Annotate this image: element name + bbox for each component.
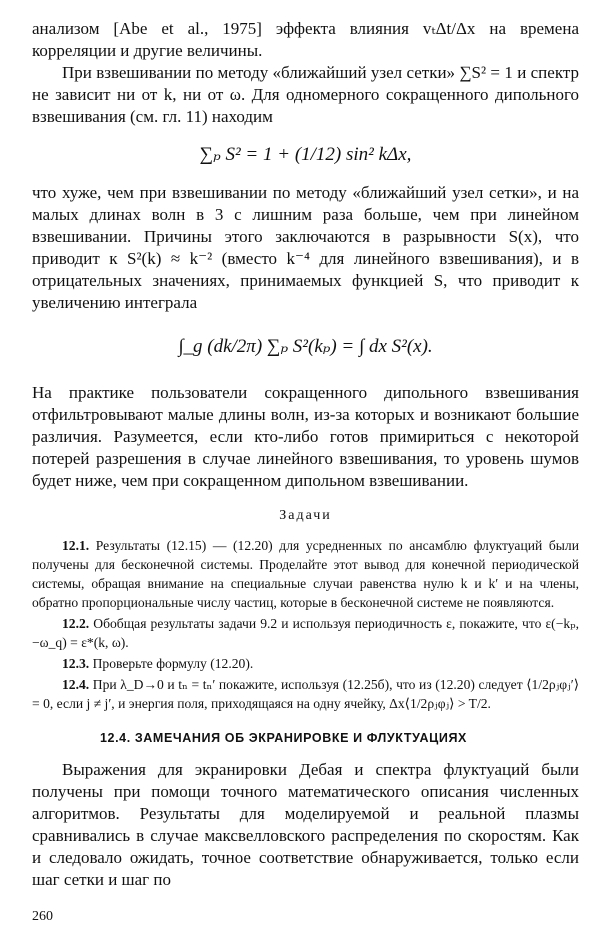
section-title: 12.4. ЗАМЕЧАНИЯ ОБ ЭКРАНИРОВКЕ И ФЛУКТУАЦИЯХ <box>100 731 467 745</box>
paragraph-3: что хуже, чем при взвешивании по методу «ближайший узел сетки», и на малых длинах волн в 3 с лишним раза больше, чем при линейном взвешивании. Причины этого заключаются в разрывности S(x), что приводит к S²(k) ≈ k⁻² (вместо k⁻⁴ для линейного взвешивания), и в отрицательных значениях, принимаемых функцией S, что приводит к увеличению интеграла <box>32 183 579 312</box>
tasks-heading: Задачи <box>279 508 332 523</box>
task-text: Результаты (12.15) — (12.20) для усредненных по ансамблю флуктуаций были получены для бесконечной системы. Проделайте этот вывод для конечной периодической системы, обращая внимание на специальные случаи равенства нулю k и k′ и на члены, обратно пропорциональные числу частиц, которые в бесконечной системе не появляются. <box>32 538 579 610</box>
task-text: Обобщая результаты задачи 9.2 и используя периодичность ε, покажите, что ε(−kₚ, −ω_q) = ε*(k, ω). <box>32 616 579 650</box>
task-number: 12.2. <box>62 616 90 631</box>
formula-sum-s-squared: ∑ₚ S² = 1 + (1/12) sin² kΔx, <box>199 144 412 165</box>
page-number: 260 <box>32 909 53 924</box>
task-text: При λ_D→0 и tₙ = tₙ′ покажите, используя (12.25б), что из (12.20) следует ⟨1/2ρⱼφⱼ′⟩ = 0, если j ≠ j′, и энергия поля, приходящаяся на одну ячейку, Δx⟨1/2ρⱼφⱼ⟩ > T/2. <box>32 677 579 711</box>
formula-integral: ∫_g (dk/2π) ∑ₚ S²(kₚ) = ∫ dx S²(x). <box>178 336 433 357</box>
task-item <box>32 675 579 713</box>
task-item <box>32 654 579 673</box>
task-item <box>32 614 579 652</box>
task-number: 12.4. <box>62 677 90 692</box>
task-number: 12.3. <box>62 656 90 671</box>
task-number: 12.1. <box>62 538 90 553</box>
paragraph-1: анализом [Abe et al., 1975] эффекта влияния vₜΔt/Δx на времена корреляции и другие величины. <box>32 19 579 60</box>
paragraph-2: При взвешивании по методу «ближайший узел сетки» ∑S² = 1 и спектр не зависит ни от k, ни от ω. Для одномерного сокращенного дипольного взвешивания (см. гл. 11) находим <box>32 63 579 126</box>
task-item <box>32 536 579 612</box>
paragraph-4: На практике пользователи сокращенного дипольного взвешивания отфильтровывают малые длины волн, из-за которых и возникают большие различия. Разумеется, если кто-либо готов примириться с некоторой потерей разрешения в случае линейного взвешивания, то уровень шумов будет ниже, чем при сокращенном дипольном взвешивании. <box>32 383 579 490</box>
task-text: Проверьте формулу (12.20). <box>92 656 254 671</box>
section-paragraph: Выражения для экранировки Дебая и спектра флуктуаций были получены при помощи точного математического описания численных алгоритмов. Результаты для моделируемой и реальной плазмы сравнивались в случае максвелловского распределения по скоростям. Как и следовало ожидать, точное соответствие обнаруживается, только если шаг сетки и шаг по <box>32 760 579 889</box>
